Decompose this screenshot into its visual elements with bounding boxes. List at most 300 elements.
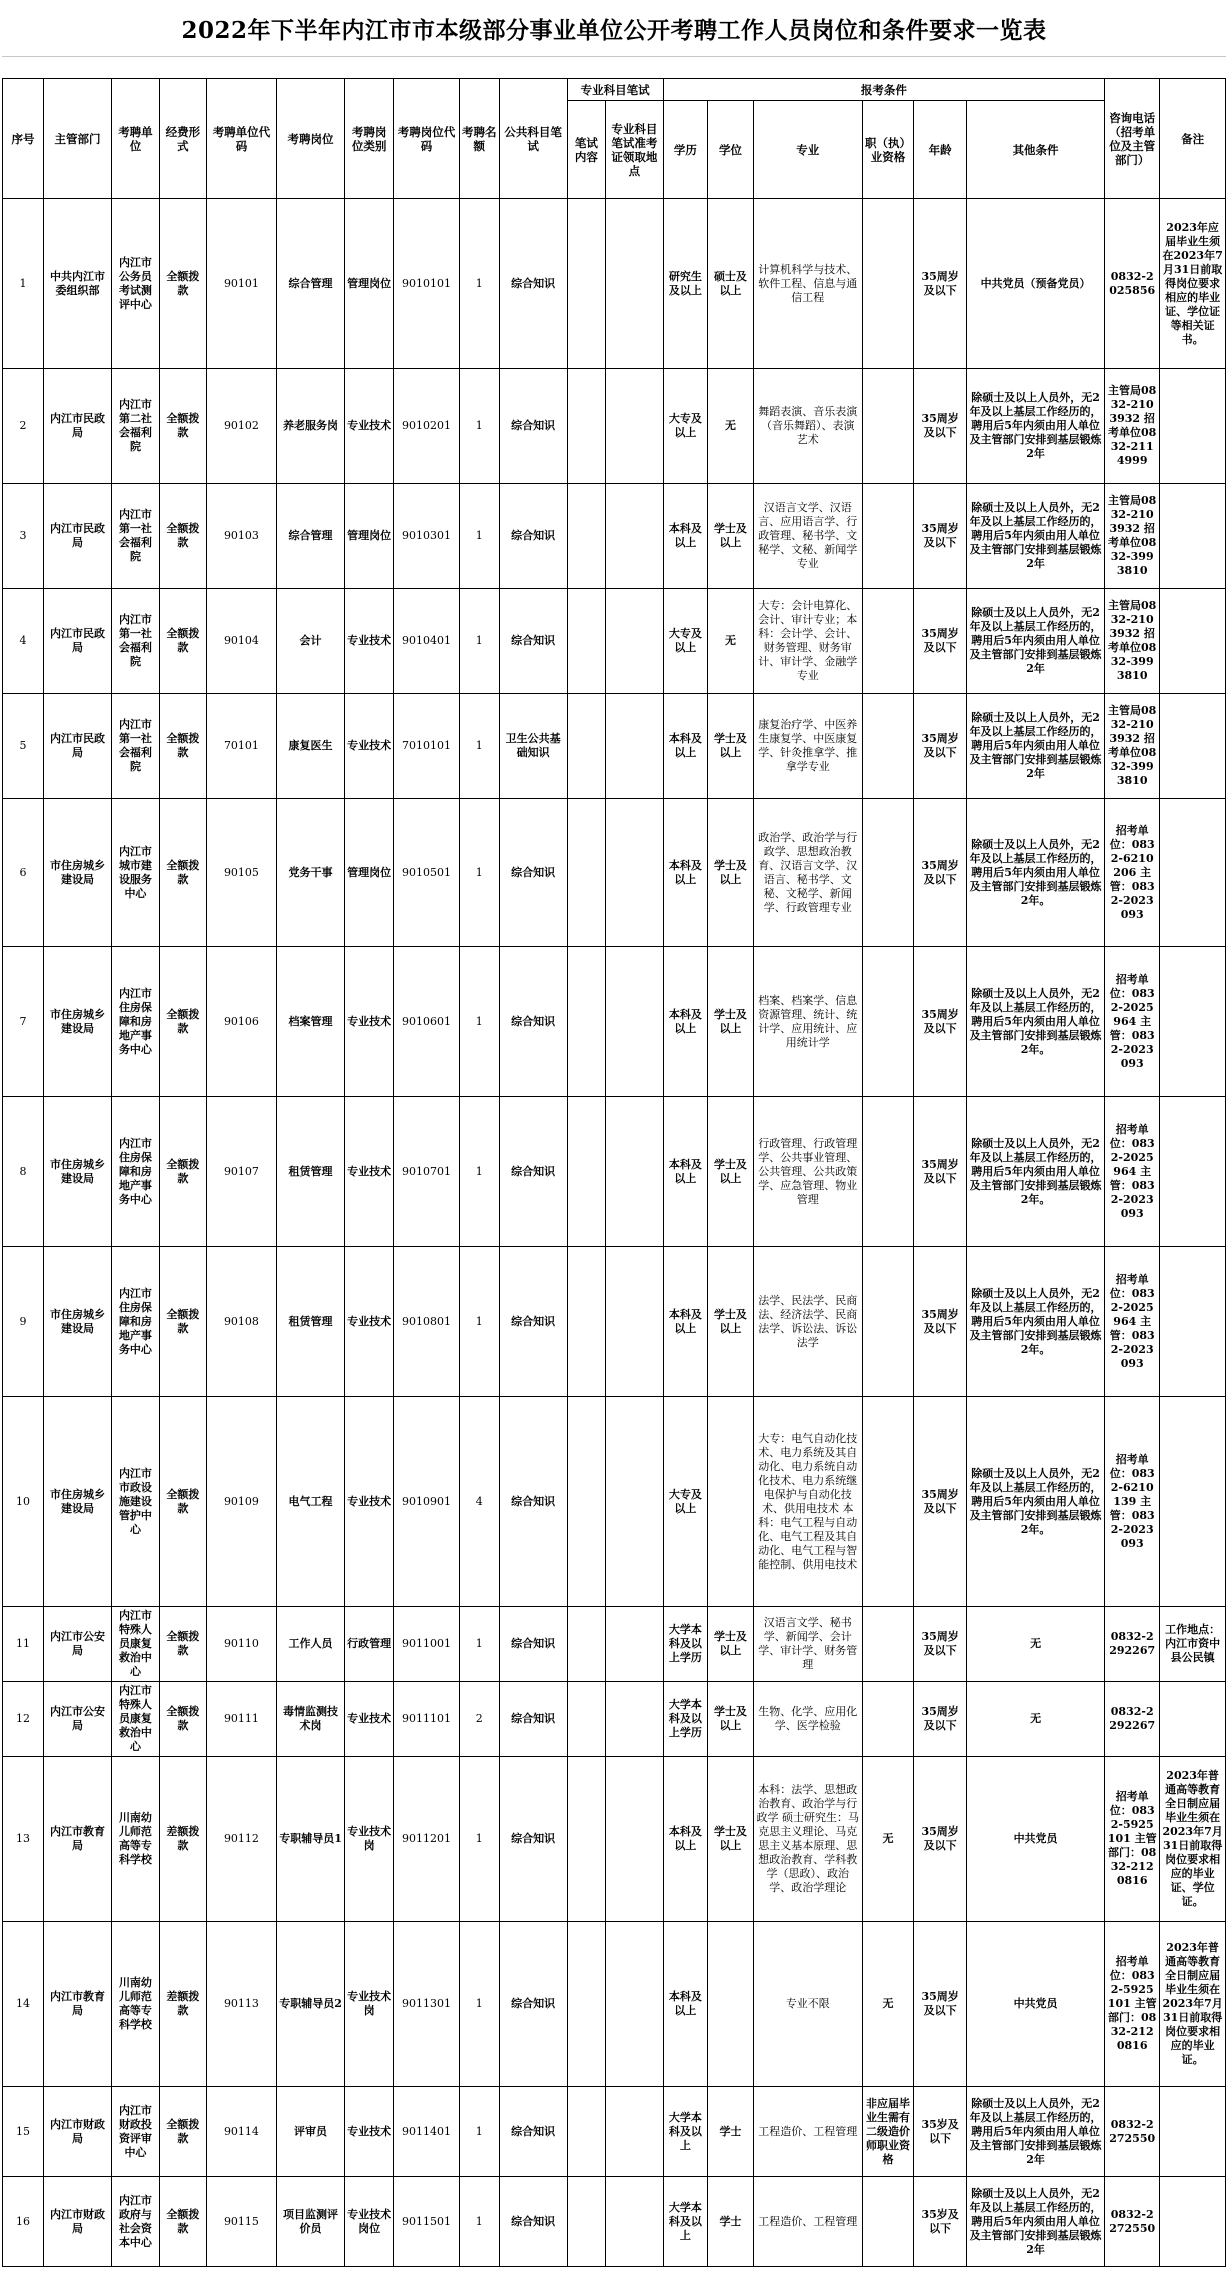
cell-major: 工程造价、工程管理	[753, 2177, 862, 2267]
cell-degree: 学士及以上	[708, 1682, 754, 1757]
cell-contact: 主管局0832-2103932 招考单位0832-3993810	[1105, 484, 1160, 589]
cell-public-exam: 综合知识	[499, 369, 567, 484]
header-dept: 主管部门	[44, 79, 112, 199]
cell-qualification: 无	[862, 1757, 914, 1922]
header-unit-code: 考聘单位代码	[206, 79, 276, 199]
cell-unit: 内江市第二社会福利院	[111, 369, 159, 484]
cell-contact: 0832-2025856	[1105, 199, 1160, 369]
cell-funding: 差额拨款	[159, 1922, 206, 2087]
cell-unit: 内江市第一社会福利院	[111, 694, 159, 799]
cell-age: 35周岁及以下	[914, 1682, 967, 1757]
cell-post-code: 9010701	[394, 1097, 460, 1247]
cell-major: 行政管理、行政管理学、公共事业管理、公共管理、公共政策学、应急管理、物业管理	[753, 1097, 862, 1247]
cell-remark	[1160, 1397, 1226, 1607]
cell-public-exam: 综合知识	[499, 589, 567, 694]
cell-age: 35周岁及以下	[914, 947, 967, 1097]
cell-exam-content	[567, 2177, 606, 2267]
cell-seq: 13	[3, 1757, 44, 1922]
cell-education: 本科及以上	[663, 947, 708, 1097]
header-major-exam-group: 专业科目笔试	[567, 79, 663, 101]
cell-contact: 主管局0832-2103932 招考单位0832-3993810	[1105, 694, 1160, 799]
cell-post-code: 9011301	[394, 1922, 460, 2087]
cell-unit-code: 90109	[206, 1397, 276, 1607]
cell-education: 大学本科及以上	[663, 2177, 708, 2267]
cell-post-type: 专业技术	[345, 1247, 394, 1397]
table-row	[3, 1607, 1226, 1682]
cell-unit: 内江市第一社会福利院	[111, 589, 159, 694]
cell-exam-content	[567, 2087, 606, 2177]
cell-quota: 1	[459, 199, 499, 369]
table-row	[3, 1097, 1226, 1247]
cell-degree: 学士及以上	[708, 947, 754, 1097]
cell-remark	[1160, 1097, 1226, 1247]
cell-exam-content	[567, 1757, 606, 1922]
cell-funding: 全额拨款	[159, 1682, 206, 1757]
cell-qualification	[862, 589, 914, 694]
cell-seq: 9	[3, 1247, 44, 1397]
cell-seq: 2	[3, 369, 44, 484]
cell-post-code: 7010101	[394, 694, 460, 799]
cell-ticket-place	[606, 1922, 663, 2087]
cell-unit-code: 90105	[206, 799, 276, 947]
cell-education: 大专及以上	[663, 1397, 708, 1607]
cell-public-exam: 综合知识	[499, 484, 567, 589]
header-qualification: 职（执）业资格	[862, 101, 914, 199]
cell-funding: 全额拨款	[159, 1247, 206, 1397]
cell-quota: 1	[459, 1607, 499, 1682]
cell-qualification	[862, 1247, 914, 1397]
cell-unit: 内江市政府与社会资本中心	[111, 2177, 159, 2267]
cell-remark	[1160, 2177, 1226, 2267]
cell-ticket-place	[606, 369, 663, 484]
cell-post-code: 9011001	[394, 1607, 460, 1682]
cell-post: 综合管理	[277, 199, 345, 369]
cell-education: 研究生及以上	[663, 199, 708, 369]
cell-degree: 无	[708, 369, 754, 484]
cell-other: 中共党员（预备党员）	[966, 199, 1104, 369]
cell-education: 本科及以上	[663, 694, 708, 799]
cell-major: 大专：会计电算化、会计、审计专业；本科：会计学、会计、财务管理、财务审计、审计学、金融学专业	[753, 589, 862, 694]
cell-exam-content	[567, 1607, 606, 1682]
cell-other: 除硕士及以上人员外，无2年及以上基层工作经历的，聘用后5年内须由用人单位及主管部门安排到基层锻炼2年	[966, 694, 1104, 799]
cell-major: 政治学、政治学与行政学、思想政治教育、汉语言文学、汉语言、秘书学、文秘、文秘学、新闻学、行政管理专业	[753, 799, 862, 947]
cell-exam-content	[567, 694, 606, 799]
cell-exam-content	[567, 799, 606, 947]
cell-public-exam: 综合知识	[499, 1757, 567, 1922]
cell-remark	[1160, 1247, 1226, 1397]
cell-public-exam: 综合知识	[499, 2177, 567, 2267]
cell-degree: 学士及以上	[708, 1757, 754, 1922]
cell-funding: 全额拨款	[159, 694, 206, 799]
cell-funding: 全额拨款	[159, 1097, 206, 1247]
cell-major: 工程造价、工程管理	[753, 2087, 862, 2177]
cell-remark: 2023年普通高等教育全日制应届毕业生须在2023年7月31日前取得岗位要求相应的毕业证。	[1160, 1922, 1226, 2087]
cell-education: 大学本科及以上学历	[663, 1607, 708, 1682]
cell-major: 康复治疗学、中医养生康复学、中医康复学、针灸推拿学、推拿学专业	[753, 694, 862, 799]
cell-unit-code: 90103	[206, 484, 276, 589]
cell-remark	[1160, 799, 1226, 947]
cell-qualification	[862, 1682, 914, 1757]
cell-post: 租赁管理	[277, 1247, 345, 1397]
cell-unit: 内江市特殊人员康复救治中心	[111, 1682, 159, 1757]
cell-post-type: 管理岗位	[345, 484, 394, 589]
cell-unit-code: 90113	[206, 1922, 276, 2087]
header-degree: 学位	[708, 101, 754, 199]
cell-contact: 主管局0832-2103932 招考单位0832-3993810	[1105, 589, 1160, 694]
cell-post: 毒情监测技术岗	[277, 1682, 345, 1757]
cell-ticket-place	[606, 947, 663, 1097]
cell-dept: 市住房城乡建设局	[44, 799, 112, 947]
cell-post-code: 9010101	[394, 199, 460, 369]
header-remark: 备注	[1160, 79, 1226, 199]
cell-other: 除硕士及以上人员外，无2年及以上基层工作经历的，聘用后5年内须由用人单位及主管部门安排到基层锻炼2年	[966, 589, 1104, 694]
cell-seq: 16	[3, 2177, 44, 2267]
cell-education: 本科及以上	[663, 1247, 708, 1397]
cell-dept: 内江市财政局	[44, 2087, 112, 2177]
cell-age: 35周岁及以下	[914, 1607, 967, 1682]
cell-post: 工作人员	[277, 1607, 345, 1682]
cell-other: 除硕士及以上人员外，无2年及以上基层工作经历的，聘用后5年内须由用人单位及主管部门安排到基层锻炼2年	[966, 369, 1104, 484]
cell-exam-content	[567, 1682, 606, 1757]
cell-other: 除硕士及以上人员外，无2年及以上基层工作经历的，聘用后5年内须由用人单位及主管部门安排到基层锻炼2年。	[966, 1397, 1104, 1607]
cell-seq: 11	[3, 1607, 44, 1682]
cell-ticket-place	[606, 589, 663, 694]
cell-qualification	[862, 799, 914, 947]
cell-funding: 全额拨款	[159, 1397, 206, 1607]
cell-post: 养老服务岗	[277, 369, 345, 484]
cell-public-exam: 卫生公共基础知识	[499, 694, 567, 799]
cell-post-code: 9010301	[394, 484, 460, 589]
cell-unit-code: 90110	[206, 1607, 276, 1682]
cell-age: 35周岁及以下	[914, 694, 967, 799]
cell-post: 评审员	[277, 2087, 345, 2177]
cell-quota: 1	[459, 2177, 499, 2267]
cell-post-type: 专业技术	[345, 694, 394, 799]
cell-public-exam: 综合知识	[499, 1682, 567, 1757]
cell-qualification	[862, 369, 914, 484]
cell-contact: 0832-2292267	[1105, 1607, 1160, 1682]
cell-qualification: 非应届毕业生需有二级造价师职业资格	[862, 2087, 914, 2177]
cell-degree: 硕士及以上	[708, 199, 754, 369]
cell-quota: 1	[459, 589, 499, 694]
cell-unit: 内江市市政设施建设管护中心	[111, 1397, 159, 1607]
cell-unit-code: 90112	[206, 1757, 276, 1922]
cell-seq: 4	[3, 589, 44, 694]
cell-quota: 1	[459, 799, 499, 947]
table-row	[3, 1922, 1226, 2087]
header-public-exam: 公共科目笔试	[499, 79, 567, 199]
cell-public-exam: 综合知识	[499, 2087, 567, 2177]
cell-unit-code: 90107	[206, 1097, 276, 1247]
cell-remark	[1160, 947, 1226, 1097]
cell-post: 康复医生	[277, 694, 345, 799]
cell-degree: 学士及以上	[708, 1247, 754, 1397]
cell-remark: 2023年应届毕业生须在2023年7月31日前取得岗位要求相应的毕业证、学位证等相关证书。	[1160, 199, 1226, 369]
cell-seq: 15	[3, 2087, 44, 2177]
cell-ticket-place	[606, 694, 663, 799]
table-row	[3, 484, 1226, 589]
cell-dept: 市住房城乡建设局	[44, 947, 112, 1097]
table-header	[3, 79, 1226, 199]
cell-post: 党务干事	[277, 799, 345, 947]
cell-unit: 内江市特殊人员康复救治中心	[111, 1607, 159, 1682]
cell-other: 除硕士及以上人员外，无2年及以上基层工作经历的，聘用后5年内须由用人单位及主管部门安排到基层锻炼2年。	[966, 947, 1104, 1097]
header-unit: 考聘单位	[111, 79, 159, 199]
cell-qualification	[862, 199, 914, 369]
cell-education: 本科及以上	[663, 1097, 708, 1247]
spacer-row	[2, 56, 1226, 77]
cell-post-code: 9010801	[394, 1247, 460, 1397]
cell-contact: 主管局0832-2103932 招考单位0832-2114999	[1105, 369, 1160, 484]
cell-major: 档案、档案学、信息资源管理、统计、统计学、应用统计、应用统计学	[753, 947, 862, 1097]
cell-exam-content	[567, 589, 606, 694]
cell-post-code: 9010401	[394, 589, 460, 694]
cell-unit-code: 90101	[206, 199, 276, 369]
cell-funding: 全额拨款	[159, 589, 206, 694]
cell-education: 大专及以上	[663, 369, 708, 484]
cell-unit-code: 90106	[206, 947, 276, 1097]
header-other: 其他条件	[966, 101, 1104, 199]
cell-age: 35周岁及以下	[914, 484, 967, 589]
cell-post: 会计	[277, 589, 345, 694]
header-ticket-place: 专业科目笔试准考证领取地点	[606, 101, 663, 199]
cell-post-type: 专业技术	[345, 1682, 394, 1757]
cell-qualification	[862, 694, 914, 799]
cell-seq: 1	[3, 199, 44, 369]
cell-public-exam: 综合知识	[499, 199, 567, 369]
cell-contact: 招考单位：0832-5925101 主管部门：0832-2120816	[1105, 1757, 1160, 1922]
cell-remark	[1160, 589, 1226, 694]
cell-ticket-place	[606, 799, 663, 947]
cell-post-type: 专业技术	[345, 589, 394, 694]
cell-ticket-place	[606, 1247, 663, 1397]
page-title: 2022年下半年内江市市本级部分事业单位公开考聘工作人员岗位和条件要求一览表	[181, 17, 1047, 44]
cell-funding: 全额拨款	[159, 947, 206, 1097]
cell-funding: 全额拨款	[159, 799, 206, 947]
cell-quota: 4	[459, 1397, 499, 1607]
cell-post-code: 9011501	[394, 2177, 460, 2267]
cell-unit: 内江市财政投资评审中心	[111, 2087, 159, 2177]
cell-contact: 招考单位：0832-6210206 主管：0832-2023093	[1105, 799, 1160, 947]
cell-other: 除硕士及以上人员外，无2年及以上基层工作经历的，聘用后5年内须由用人单位及主管部门安排到基层锻炼2年	[966, 2177, 1104, 2267]
cell-post-type: 管理岗位	[345, 799, 394, 947]
cell-education: 本科及以上	[663, 799, 708, 947]
cell-quota: 1	[459, 484, 499, 589]
cell-exam-content	[567, 947, 606, 1097]
cell-other: 无	[966, 1682, 1104, 1757]
header-post-type: 考聘岗位类别	[345, 79, 394, 199]
cell-exam-content	[567, 199, 606, 369]
cell-funding: 全额拨款	[159, 1607, 206, 1682]
header-exam-content: 笔试内容	[567, 101, 606, 199]
cell-post-type: 行政管理	[345, 1607, 394, 1682]
cell-quota: 1	[459, 1922, 499, 2087]
cell-other: 中共党员	[966, 1922, 1104, 2087]
table-row	[3, 947, 1226, 1097]
cell-public-exam: 综合知识	[499, 799, 567, 947]
cell-other: 无	[966, 1607, 1104, 1682]
cell-seq: 14	[3, 1922, 44, 2087]
cell-post-type: 专业技术	[345, 947, 394, 1097]
cell-remark	[1160, 1682, 1226, 1757]
cell-unit-code: 90111	[206, 1682, 276, 1757]
cell-ticket-place	[606, 1607, 663, 1682]
cell-exam-content	[567, 1097, 606, 1247]
cell-post-code: 9010201	[394, 369, 460, 484]
header-age: 年龄	[914, 101, 967, 199]
cell-unit: 川南幼儿师范高等专科学校	[111, 1757, 159, 1922]
cell-ticket-place	[606, 1757, 663, 1922]
cell-qualification	[862, 1097, 914, 1247]
cell-ticket-place	[606, 2177, 663, 2267]
cell-funding: 全额拨款	[159, 199, 206, 369]
cell-post-code: 9011401	[394, 2087, 460, 2177]
cell-quota: 1	[459, 1757, 499, 1922]
cell-seq: 12	[3, 1682, 44, 1757]
cell-seq: 6	[3, 799, 44, 947]
header-conditions-group: 报考条件	[663, 79, 1105, 101]
cell-public-exam: 综合知识	[499, 1922, 567, 2087]
cell-post-type: 管理岗位	[345, 199, 394, 369]
cell-unit-code: 90104	[206, 589, 276, 694]
cell-major: 舞蹈表演、音乐表演（音乐舞蹈）、表演艺术	[753, 369, 862, 484]
cell-contact: 0832-2292267	[1105, 1682, 1160, 1757]
cell-unit-code: 90108	[206, 1247, 276, 1397]
cell-quota: 1	[459, 1097, 499, 1247]
cell-unit: 内江市城市建设服务中心	[111, 799, 159, 947]
cell-unit: 内江市公务员考试测评中心	[111, 199, 159, 369]
cell-public-exam: 综合知识	[499, 1397, 567, 1607]
cell-education: 大学本科及以上	[663, 2087, 708, 2177]
table-row	[3, 1397, 1226, 1607]
cell-post: 专职辅导员2	[277, 1922, 345, 2087]
header-contact: 咨询电话（招考单位及主管部门）	[1105, 79, 1160, 199]
cell-post-code: 9010601	[394, 947, 460, 1097]
table-body	[3, 199, 1226, 2267]
cell-dept: 内江市教育局	[44, 1757, 112, 1922]
cell-qualification	[862, 1607, 914, 1682]
cell-age: 35周岁及以下	[914, 1097, 967, 1247]
cell-other: 除硕士及以上人员外，无2年及以上基层工作经历的，聘用后5年内须由用人单位及主管部门安排到基层锻炼2年	[966, 484, 1104, 589]
cell-ticket-place	[606, 2087, 663, 2177]
cell-post: 专职辅导员1	[277, 1757, 345, 1922]
cell-funding: 全额拨款	[159, 2087, 206, 2177]
cell-post-type: 专业技术岗位	[345, 2177, 394, 2267]
cell-qualification	[862, 1397, 914, 1607]
cell-dept: 市住房城乡建设局	[44, 1097, 112, 1247]
cell-dept: 内江市民政局	[44, 369, 112, 484]
cell-education: 本科及以上	[663, 1922, 708, 2087]
header-education: 学历	[663, 101, 708, 199]
cell-other: 中共党员	[966, 1757, 1104, 1922]
cell-major: 本科：法学、思想政治教育、政治学与行政学 硕士研究生：马克思主义理论、马克思主义基本原理、思想政治教育、学科教学（思政）、政治学、政治学理论	[753, 1757, 862, 1922]
cell-public-exam: 综合知识	[499, 1607, 567, 1682]
cell-contact: 0832-2272550	[1105, 2177, 1160, 2267]
cell-post: 项目监测评价员	[277, 2177, 345, 2267]
cell-post-code: 9011201	[394, 1757, 460, 1922]
cell-quota: 1	[459, 1247, 499, 1397]
cell-qualification	[862, 947, 914, 1097]
table-row	[3, 2177, 1226, 2267]
cell-education: 本科及以上	[663, 1757, 708, 1922]
cell-degree	[708, 1922, 754, 2087]
cell-dept: 内江市民政局	[44, 484, 112, 589]
cell-unit-code: 90115	[206, 2177, 276, 2267]
cell-age: 35周岁及以下	[914, 369, 967, 484]
cell-unit: 内江市住房保障和房地产事务中心	[111, 1247, 159, 1397]
cell-other: 除硕士及以上人员外，无2年及以上基层工作经历的，聘用后5年内须由用人单位及主管部门安排到基层锻炼2年。	[966, 1097, 1104, 1247]
cell-contact: 招考单位：0832-6210139 主管：0832-2023093	[1105, 1397, 1160, 1607]
cell-contact: 招考单位：0832-2025964 主管：0832-2023093	[1105, 947, 1160, 1097]
cell-qualification	[862, 2177, 914, 2267]
cell-seq: 8	[3, 1097, 44, 1247]
cell-age: 35周岁及以下	[914, 589, 967, 694]
cell-post-type: 专业技术	[345, 2087, 394, 2177]
cell-education: 大专及以上	[663, 589, 708, 694]
cell-public-exam: 综合知识	[499, 1247, 567, 1397]
cell-dept: 内江市公安局	[44, 1682, 112, 1757]
cell-dept: 内江市民政局	[44, 589, 112, 694]
cell-exam-content	[567, 1922, 606, 2087]
cell-exam-content	[567, 369, 606, 484]
table-row	[3, 1757, 1226, 1922]
cell-degree: 学士及以上	[708, 484, 754, 589]
cell-remark	[1160, 2087, 1226, 2177]
cell-major: 法学、民法学、民商法、经济法学、民商法学、诉讼法、诉讼法学	[753, 1247, 862, 1397]
cell-unit: 川南幼儿师范高等专科学校	[111, 1922, 159, 2087]
cell-remark	[1160, 694, 1226, 799]
cell-contact: 0832-2272550	[1105, 2087, 1160, 2177]
cell-unit-code: 90102	[206, 369, 276, 484]
cell-ticket-place	[606, 1397, 663, 1607]
cell-quota: 1	[459, 369, 499, 484]
cell-contact: 招考单位：0832-2025964 主管：0832-2023093	[1105, 1247, 1160, 1397]
cell-age: 35周岁及以下	[914, 1922, 967, 2087]
cell-age: 35周岁及以下	[914, 199, 967, 369]
cell-major: 汉语言文学、秘书学、新闻学、会计学、审计学、财务管理	[753, 1607, 862, 1682]
cell-degree: 学士及以上	[708, 799, 754, 947]
cell-quota: 1	[459, 2087, 499, 2177]
table-row	[3, 1682, 1226, 1757]
cell-ticket-place	[606, 199, 663, 369]
cell-age: 35岁及以下	[914, 2087, 967, 2177]
header-post: 考聘岗位	[277, 79, 345, 199]
cell-unit-code: 90114	[206, 2087, 276, 2177]
cell-qualification	[862, 484, 914, 589]
cell-ticket-place	[606, 1097, 663, 1247]
cell-degree	[708, 1397, 754, 1607]
cell-exam-content	[567, 1397, 606, 1607]
cell-age: 35周岁及以下	[914, 1757, 967, 1922]
cell-unit: 内江市住房保障和房地产事务中心	[111, 1097, 159, 1247]
cell-exam-content	[567, 484, 606, 589]
cell-contact: 招考单位：0832-2025964 主管：0832-2023093	[1105, 1097, 1160, 1247]
cell-exam-content	[567, 1247, 606, 1397]
cell-dept: 市住房城乡建设局	[44, 1247, 112, 1397]
cell-quota: 1	[459, 947, 499, 1097]
cell-post-code: 9011101	[394, 1682, 460, 1757]
cell-seq: 3	[3, 484, 44, 589]
cell-degree: 学士及以上	[708, 1097, 754, 1247]
header-post-code: 考聘岗位代码	[394, 79, 460, 199]
cell-post: 租赁管理	[277, 1097, 345, 1247]
cell-degree: 学士及以上	[708, 1607, 754, 1682]
cell-remark: 2023年普通高等教育全日制应届毕业生须在2023年7月31日前取得岗位要求相应的毕业证、学位证。	[1160, 1757, 1226, 1922]
cell-post: 综合管理	[277, 484, 345, 589]
cell-major: 生物、化学、应用化学、医学检验	[753, 1682, 862, 1757]
cell-age: 35周岁及以下	[914, 799, 967, 947]
cell-post: 档案管理	[277, 947, 345, 1097]
